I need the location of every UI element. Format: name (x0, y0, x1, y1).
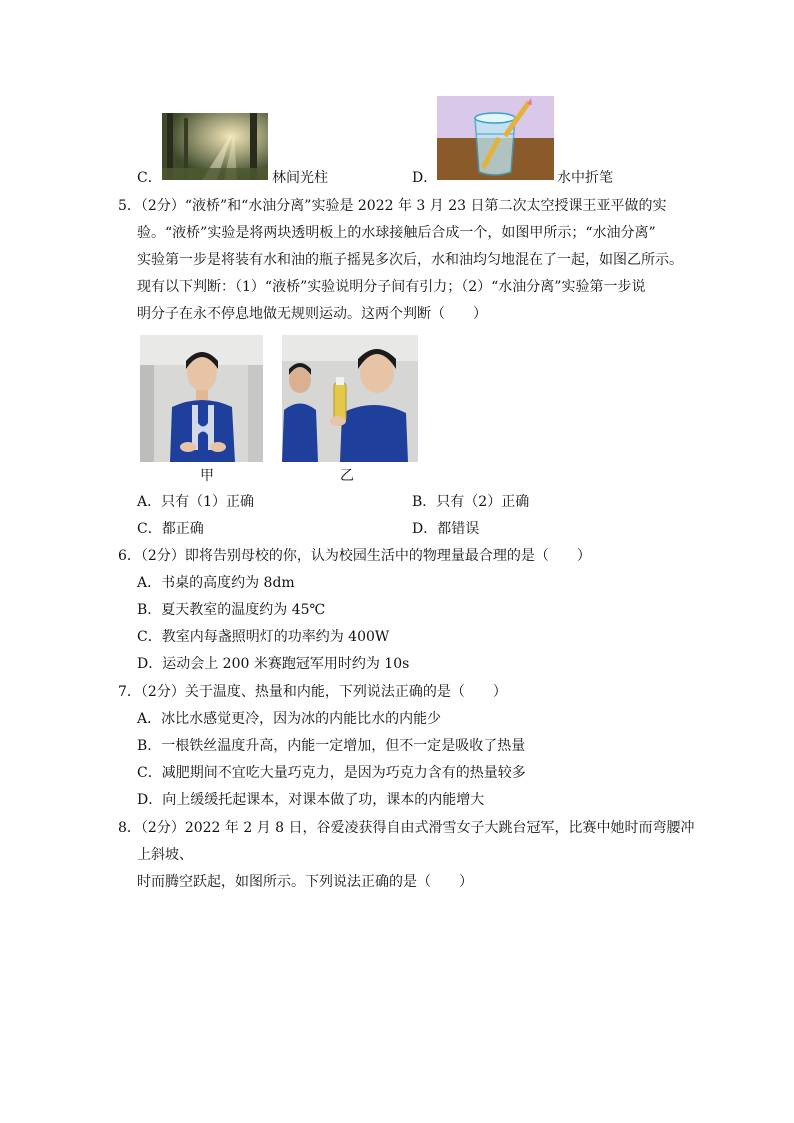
q5-option-a: A．只有（1）正确 (137, 494, 255, 510)
q7-option-b: B．一根铁丝温度升高，内能一定增加，但不一定是吸收了热量 (137, 738, 526, 754)
q8-stem-line-3: 时而腾空跃起，如图所示。下列说法正确的是（ ） (137, 874, 473, 890)
q5-figure-b-label: 乙 (340, 468, 354, 484)
q6-stem: 6．（2分）即将告别母校的你，认为校园生活中的物理量最合理的是（ ） (118, 548, 591, 564)
q5-figure-a-label: 甲 (200, 468, 214, 484)
q6-option-b: B．夏天教室的温度约为 45℃ (137, 602, 326, 618)
q4-option-c-letter: C． (137, 170, 162, 186)
q8-stem-line-2: 上斜坡、 (137, 847, 193, 863)
q8-stem-line-1: 8．（2分）2022 年 2 月 8 日，谷爱凌获得自由式滑雪女子大跳台冠军，比赛中她时而弯腰冲 (118, 820, 695, 836)
q7-stem: 7．（2分）关于温度、热量和内能，下列说法正确的是（ ） (118, 684, 507, 700)
water-oil-photo (282, 335, 418, 462)
q5-option-d: D．都错误 (412, 521, 480, 537)
q7-option-c: C．减肥期间不宜吃大量巧克力，是因为巧克力含有的热量较多 (137, 765, 526, 781)
q5-option-b: B．只有（2）正确 (412, 494, 530, 510)
forest-light-image (162, 113, 268, 180)
q5-option-c: C．都正确 (137, 521, 204, 537)
q6-option-d: D．运动会上 200 米赛跑冠军用时约为 10s (137, 656, 410, 672)
q4-option-d-caption: 水中折笔 (557, 170, 613, 186)
q6-option-c: C．教室内每盏照明灯的功率约为 400W (137, 629, 390, 645)
q4-option-c-caption: 林间光柱 (272, 170, 328, 186)
liquid-bridge-photo (140, 335, 263, 462)
q7-option-d: D．向上缓缓托起课本，对课本做了功，课本的内能增大 (137, 792, 485, 808)
bent-pencil-image (437, 96, 554, 180)
q5-stem-line-5: 明分子在永不停息地做无规则运动。这两个判断（ ） (137, 306, 487, 322)
q5-stem-line-1: 5．（2分）“液桥”和“水油分离”实验是 2022 年 3 月 23 日第二次太空授课王亚平做的实 (118, 198, 667, 214)
q7-option-a: A．冰比水感觉更冷，因为冰的内能比水的内能少 (137, 711, 442, 727)
q4-option-d-letter: D． (412, 170, 438, 186)
q5-stem-line-2: 验。“液桥”实验是将两块透明板上的水球接触后合成一个，如图甲所示；“水油分离” (137, 225, 656, 241)
q5-stem-line-3: 实验第一步是将装有水和油的瓶子摇晃多次后，水和油均匀地混在了一起，如图乙所示。 (137, 252, 683, 268)
q6-option-a: A．书桌的高度约为 8dm (137, 575, 295, 591)
q5-stem-line-4: 现有以下判断：（1）“液桥”实验说明分子间有引力；（2）“水油分离”实验第一步说 (137, 279, 646, 295)
